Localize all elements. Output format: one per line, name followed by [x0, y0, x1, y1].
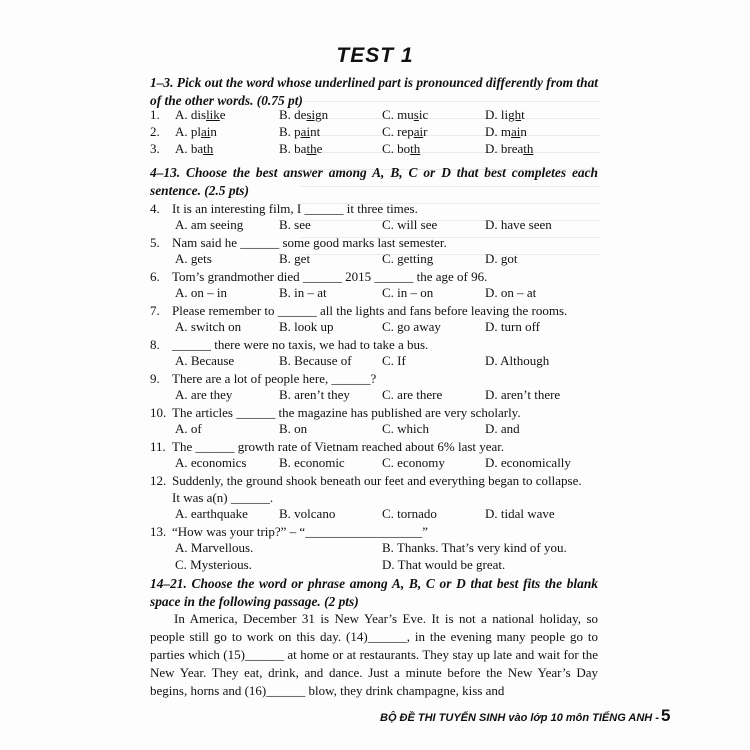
reading-passage: In America, December 31 is New Year’s Eve. It is not a national holiday, so people still go to work on this day. (14)______, in the evening many people go to parties which (15)______ at home or at restaurants. They stay up late and wait for the New Year. They eat, drink, and dance. Just a minute before the New Year’s Day begins, horns and (16)______ blow, they drink champagne, kiss and [150, 611, 598, 698]
question-11-stem: 11. The ______ growth rate of Vietnam reached about 6% last year. [150, 439, 505, 454]
underlined-part: th [203, 141, 214, 156]
option-c: C. will see [382, 217, 438, 232]
footer-text: BỘ ĐỀ THI TUYỂN SINH vào lớp 10 môn TIẾNG ANH - [380, 712, 659, 724]
option-a: A. gets [175, 251, 212, 266]
option-a: A. switch on [175, 319, 242, 334]
option-d: D. economically [485, 455, 571, 470]
question-3 [150, 141, 602, 158]
option-a: A. Because [175, 353, 235, 368]
option-c: C. in – on [382, 285, 434, 300]
option-d: D. Although [485, 353, 550, 368]
option-a: A. economics [175, 455, 247, 470]
page-footer [380, 706, 670, 726]
page-title: TEST 1 [336, 44, 414, 67]
option-d: D. and [485, 421, 520, 436]
question-13-options-1 [150, 540, 602, 557]
option-a: A. Marvellous. [175, 540, 254, 555]
option-c: C. which [382, 421, 429, 436]
option-a: A. on – in [175, 285, 227, 300]
option-b: B. paint [279, 124, 321, 139]
option-d: D. aren’t there [485, 387, 561, 402]
option-c: C. both [382, 141, 421, 156]
question-11-options [150, 455, 602, 472]
question-4-stem: 4. It is an interesting film, I ______ it three times. [150, 201, 418, 216]
option-b: B. get [279, 251, 311, 266]
question-9-stem: 9. There are a lot of people here, ______? [150, 371, 377, 386]
option-d: D. breath [485, 141, 534, 156]
option-c: C. getting [382, 251, 434, 266]
option-d: D. have seen [485, 217, 552, 232]
question-5-stem: 5. Nam said he ______ some good marks last semester. [150, 235, 447, 250]
underlined-part: ai [413, 124, 424, 139]
question-1 [150, 107, 602, 124]
underlined-part: sig [306, 107, 322, 122]
underlined-part: s [413, 107, 419, 122]
option-a: A. plain [175, 124, 217, 139]
question-4-options [150, 217, 602, 234]
question-number: 3. [150, 141, 160, 156]
option-c: C. Mysterious. [175, 557, 252, 572]
question-8-options [150, 353, 602, 370]
question-12-stem: 12. Suddenly, the ground shook beneath our feet and everything began to collapse. [150, 473, 582, 488]
underlined-part: th [523, 141, 534, 156]
option-c: C. go away [382, 319, 441, 334]
question-13-options-2 [150, 557, 602, 574]
option-d: D. on – at [485, 285, 537, 300]
underlined-part: ai [300, 124, 311, 139]
option-a: A. of [175, 421, 202, 436]
option-a: A. bath [175, 141, 214, 156]
option-d: D. turn off [485, 319, 541, 334]
option-b: B. bathe [279, 141, 323, 156]
option-c: C. are there [382, 387, 443, 402]
question-5-options [150, 251, 602, 268]
option-d: D. main [485, 124, 527, 139]
question-12-options [150, 506, 602, 523]
underlined-part: th [410, 141, 421, 156]
question-6-stem: 6. Tom’s grandmother died ______ 2015 ______ the age of 96. [150, 269, 488, 284]
underlined-part: ai [201, 124, 211, 139]
option-c: C. tornado [382, 506, 437, 521]
question-7-options [150, 319, 602, 336]
question-2 [150, 124, 602, 141]
underlined-part: gh [508, 107, 522, 122]
question-12-stem-line2: It was a(n) ______. [172, 490, 274, 505]
question-9-options [150, 387, 602, 404]
section-1-heading: 1–3. Pick out the word whose underlined part is pronounced differently from that of the other words. (0.75 pt) [150, 75, 599, 108]
question-7-stem: 7. Please remember to ______ all the lights and fans before leaving the rooms. [150, 303, 568, 318]
option-b: B. in – at [279, 285, 327, 300]
section-2-heading: 4–13. Choose the best answer among A, B, C or D that best completes each sentence. (2.5 pts) [150, 165, 598, 198]
option-d: D. tidal wave [485, 506, 555, 521]
option-b: B. aren’t they [279, 387, 350, 402]
underlined-part: ai [511, 124, 521, 139]
page-number: 5 [660, 706, 671, 725]
option-c: C. repair [382, 124, 428, 139]
question-6-options [150, 285, 602, 302]
option-b: B. economic [279, 455, 345, 470]
option-a: A. am seeing [175, 217, 244, 232]
option-b: B. design [279, 107, 329, 122]
option-b: B. see [279, 217, 311, 232]
option-b: B. volcano [279, 506, 336, 521]
option-b: B. Thanks. That’s very kind of you. [382, 540, 567, 555]
underlined-part: th [306, 141, 317, 156]
section-3-heading: 14–21. Choose the word or phrase among A, B, C or D that best fits the blank space in the following passage. (2 pts) [150, 576, 598, 609]
option-c: C. economy [382, 455, 445, 470]
question-number: 1. [150, 107, 160, 122]
question-10-stem: 10. The articles ______ the magazine has published are very scholarly. [150, 405, 521, 420]
option-c: C. If [382, 353, 406, 368]
question-number: 2. [150, 124, 160, 139]
option-d: D. light [485, 107, 525, 122]
question-13-stem: 13. “How was your trip?” – “__________________” [150, 524, 428, 539]
option-d: D. That would be great. [382, 557, 506, 572]
option-a: A. dislike [175, 107, 226, 122]
option-b: B. Because of [279, 353, 352, 368]
underlined-part: lik [206, 107, 220, 122]
question-10-options [150, 421, 602, 438]
option-d: D. got [485, 251, 518, 266]
question-8-stem: 8. ______ there were no taxis, we had to take a bus. [150, 337, 429, 352]
option-a: A. earthquake [175, 506, 248, 521]
option-b: B. look up [279, 319, 334, 334]
option-a: A. are they [175, 387, 233, 402]
option-c: C. music [382, 107, 429, 122]
option-b: B. on [279, 421, 308, 436]
